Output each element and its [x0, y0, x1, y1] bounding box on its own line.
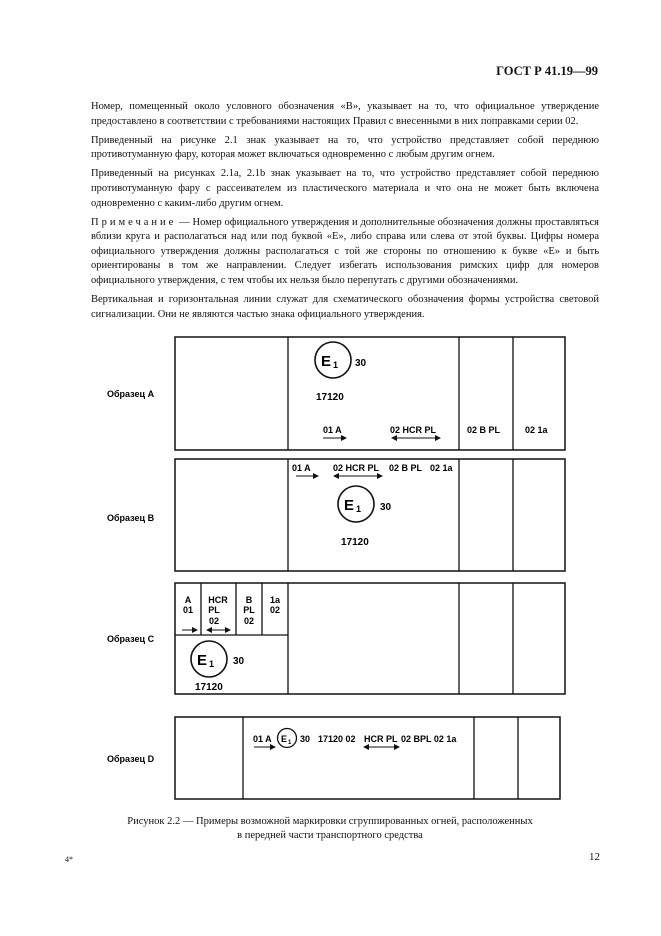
cell-2-line-1: HCR [208, 595, 228, 605]
paragraph-2: Приведенный на рисунке 2.1 знак указывает на то, что устройство представляет собой переднюю противотуманную фару, которая может включаться одновременно с любым другим огнем. [91, 134, 599, 161]
cell-4-line-2: 02 [269, 605, 281, 615]
marking-02-1a: 02 1a [525, 425, 548, 435]
footer-mark: 4* [65, 855, 73, 864]
cell-3-line-2: PL [243, 605, 255, 615]
country-number: 30 [233, 656, 245, 667]
e-letter-small: E [281, 734, 288, 744]
marking-01a: 01 A [323, 425, 342, 435]
sample-d-label: Образец D [107, 754, 155, 764]
marking-17120-02: 17120 02 [318, 734, 356, 744]
cell-2-line-3: 02 [208, 616, 220, 626]
paragraph-3: Приведенный на рисунках 2.1a, 2.1b знак указывает на то, что устройство представляет собой переднюю противотуманную фару с рассеивателем из пластического материала и что она не может быть включена одновременно с каким-либо другим огнем. [91, 168, 599, 209]
page-number: 12 [589, 851, 600, 863]
e-subscript: 1 [333, 360, 339, 370]
cell-2-line-2: PL [208, 605, 220, 615]
sample-a-label: Образец A [107, 389, 155, 399]
marking-02-hcr-pl: 02 HCR PL [333, 463, 380, 473]
e-subscript: 1 [356, 504, 362, 514]
e-letter: E [197, 652, 208, 669]
marking-02-hcr-pl: 02 HCR PL [390, 425, 437, 435]
paragraph-4: Вертикальная и горизонтальная линии служат для схематического обозначения формы устройства световой сигнализации. Они не являются частью знака официального утверждения. [91, 294, 599, 320]
marking-02-b-pl: 02 B PL [389, 463, 423, 473]
marking-02-b-pl: 02 B PL [467, 425, 501, 435]
approval-number: 17120 [341, 537, 369, 548]
figure-caption [80, 815, 580, 842]
e-subscript-small: 1 [288, 740, 292, 746]
country-number: 30 [355, 358, 367, 369]
note-label: Примечание [91, 216, 177, 228]
note-text: — Номер официального утверждения и дополнительные обозначения должны проставляться вблизи круга и располагаться над или под буквой «E», либо справа или слева от этой буквы. Цифры номера официального утверждения должны располагаться с той же стороны по отношению к букве «E» и быть ориентированы в том же направлении. Следует избегать использования римских цифр для номеров официального утверждения, с тем чтобы их нельзя было перепутать с другими обозначениями. [91, 216, 599, 287]
approval-number: 17120 [316, 392, 344, 403]
cell-3-line-3: 02 [243, 616, 255, 626]
caption-line-1: Рисунок 2.2 — Примеры возможной маркировки сгруппированных огней, расположенных [127, 816, 533, 827]
sample-a-diagram [175, 337, 565, 450]
marking-01a: 01 A [292, 463, 311, 473]
document-code: ГОСТ Р 41.19—99 [496, 64, 598, 78]
country-number: 30 [300, 734, 311, 744]
sample-b-label: Образец B [107, 513, 155, 523]
cell-3-line-1: B [245, 595, 253, 605]
marking-01a: 01 A [253, 734, 272, 744]
cell-4-line-1: 1a [269, 595, 281, 605]
cell-1-line-2: 01 [182, 605, 194, 615]
marking-02-bpl-02-1a: 02 BPL 02 1a [401, 734, 457, 744]
caption-line-2: в передней части транспортного средства [237, 829, 423, 841]
paragraph-1: Номер, помещенный около условного обозначения «B», указывает на то, что официальное утверждение предоставлено в соответствии с требованиями настоящих Правил с внесенными в них поправками серии 02. [91, 101, 599, 127]
sample-c-diagram [175, 583, 565, 694]
cell-1-line-1: A [184, 595, 192, 605]
sample-d-diagram [175, 717, 560, 799]
e-letter: E [344, 497, 355, 514]
e-subscript: 1 [209, 659, 215, 669]
approval-number: 17120 [195, 682, 223, 693]
sample-b-diagram [175, 459, 565, 571]
sample-c-label: Образец C [107, 634, 155, 644]
marking-02-1a: 02 1a [430, 463, 453, 473]
marking-hcr-pl: HCR PL [364, 734, 398, 744]
e-letter: E [321, 353, 332, 370]
country-number: 30 [380, 502, 392, 513]
